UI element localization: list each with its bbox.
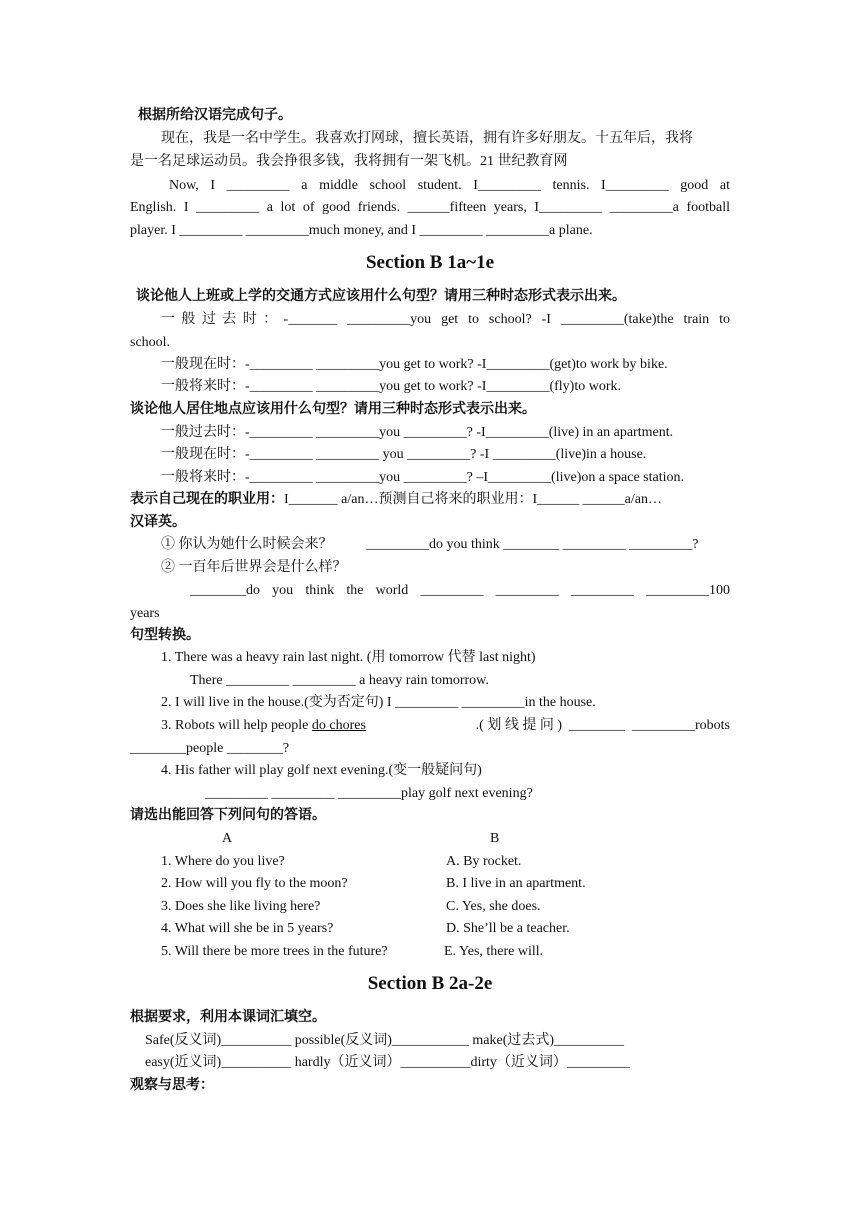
s2-past-line1: 一般过去时：-_______ _________you get to school? -I _________(take)the train to	[161, 312, 730, 327]
s8-title: 根据要求，利用本课词汇填空。	[130, 1010, 326, 1025]
s6-q1: 1. There was a heavy rain last night. (用 tomorrow 代替 last night)	[161, 650, 536, 665]
s7-left-1: 1. Where do you live?	[161, 854, 285, 869]
s3-past: 一般过去时：-_________ _________you _________? -I_________(live) in an apartment.	[161, 425, 674, 440]
s1-en-line1: Now, I _________ a middle school student. I_________ tennis. I_________ good at	[169, 178, 730, 193]
s1-title: 根据所给汉语完成句子。	[138, 108, 292, 123]
s6-q3-line2: ________people ________?	[130, 741, 290, 756]
s1-zh-line2: 是一名足球运动员。我会挣很多钱，我将拥有一架飞机。21 世纪教育网	[130, 154, 568, 169]
s4-line	[130, 490, 730, 510]
s6-q2: 2. I will live in the house.(变为否定句) I _________ _________in the house.	[161, 695, 596, 710]
s7-left-3: 3. Does she like living here?	[161, 899, 321, 914]
s6-q3-a-text: 3. Robots will help people	[161, 718, 312, 733]
s2-present: 一般现在时：-_________ _________you get to work? -I_________(get)to work by bike.	[161, 357, 668, 372]
s1-en-line2: English. I _________ a lot of good friends. ______fifteen years, I_________ _________a football	[130, 200, 730, 215]
s6-q3-a	[161, 716, 366, 736]
s6-q3-line1	[161, 716, 730, 736]
s8-line1: Safe(反义词)__________ possible(反义词)___________ make(过去式)__________	[145, 1033, 625, 1048]
s1-zh-line1: 现在，我是一名中学生。我喜欢打网球，擅长英语，拥有许多好朋友。十五年后，我将	[161, 131, 693, 146]
s5-q2-zh: ② 一百年后世界会是什么样？	[161, 560, 347, 575]
s7-left-4: 4. What will she be in 5 years?	[161, 921, 334, 936]
s7-left-5: 5. Will there be more trees in the future?	[161, 944, 388, 959]
s2-future: 一般将来时：-_________ _________you get to work? -I_________(fly)to work.	[161, 379, 622, 394]
s2-past-line2: school.	[130, 335, 171, 350]
s3-present: 一般现在时：-_________ _________ you _________? -I _________(live)in a house.	[161, 447, 647, 462]
s6-q3-underlined: do chores	[311, 718, 366, 733]
s5-q1-en: _________do you think ________ _________ _________?	[366, 537, 699, 552]
s4-bold-label: 表示自己现在的职业用：	[130, 492, 284, 507]
s8-line2: easy(近义词)__________ hardly（近义词）__________dirty（近义词）_________	[145, 1055, 630, 1070]
s7-right-a: A. By rocket.	[446, 854, 522, 869]
s4-rest: I_______ a/an…预测自己将来的职业用：I______ ______a/an…	[284, 492, 662, 507]
section-heading-2: Section B 2a-2e	[367, 973, 493, 994]
s7-right-d: D. She’ll be a teacher.	[446, 921, 570, 936]
s5-q1-zh: ① 你认为她什么时候会来？	[161, 537, 333, 552]
s3-title: 谈论他人居住地点应该用什么句型？请用三种时态形式表示出来。	[130, 402, 536, 417]
s6-q4: 4. His father will play golf next evening.(变一般疑问句)	[161, 763, 482, 778]
s6-title: 句型转换。	[130, 628, 200, 643]
s7-right-b: B. I live in an apartment.	[446, 876, 586, 891]
s5-q2-en-line2: years	[130, 606, 160, 621]
s1-en-line3: player. I _________ _________much money, and I _________ _________a plane.	[130, 223, 593, 238]
s5-title: 汉译英。	[130, 515, 186, 530]
s7-right-e: E. Yes, there will.	[444, 944, 544, 959]
s7-right-c: C. Yes, she does.	[446, 899, 541, 914]
s5-q2-en: ________do you think the world _________ _________ _________ _________100	[190, 583, 730, 598]
section-heading-1: Section B 1a~1e	[365, 252, 495, 273]
s2-title: 谈论他人上班或上学的交通方式应该用什么句型？请用三种时态形式表示出来。	[136, 289, 626, 304]
s6-q3-b: .( 划 线 提 问 ) ________ _________robots	[475, 718, 730, 733]
s7-left-2: 2. How will you fly to the moon?	[161, 876, 348, 891]
s8-think: 观察与思考：	[130, 1078, 214, 1093]
s7-title: 请选出能回答下列问句的答语。	[130, 808, 326, 823]
s6-q1-answer: There _________ _________ a heavy rain tomorrow.	[190, 673, 489, 688]
s3-future: 一般将来时：-_________ _________you _________? –I_________(live)on a space station.	[161, 470, 684, 485]
s7-col-b-header: B	[490, 831, 500, 846]
s7-col-a-header: A	[222, 831, 233, 846]
s6-q4-answer: _________ _________ _________play golf next evening?	[205, 786, 533, 801]
